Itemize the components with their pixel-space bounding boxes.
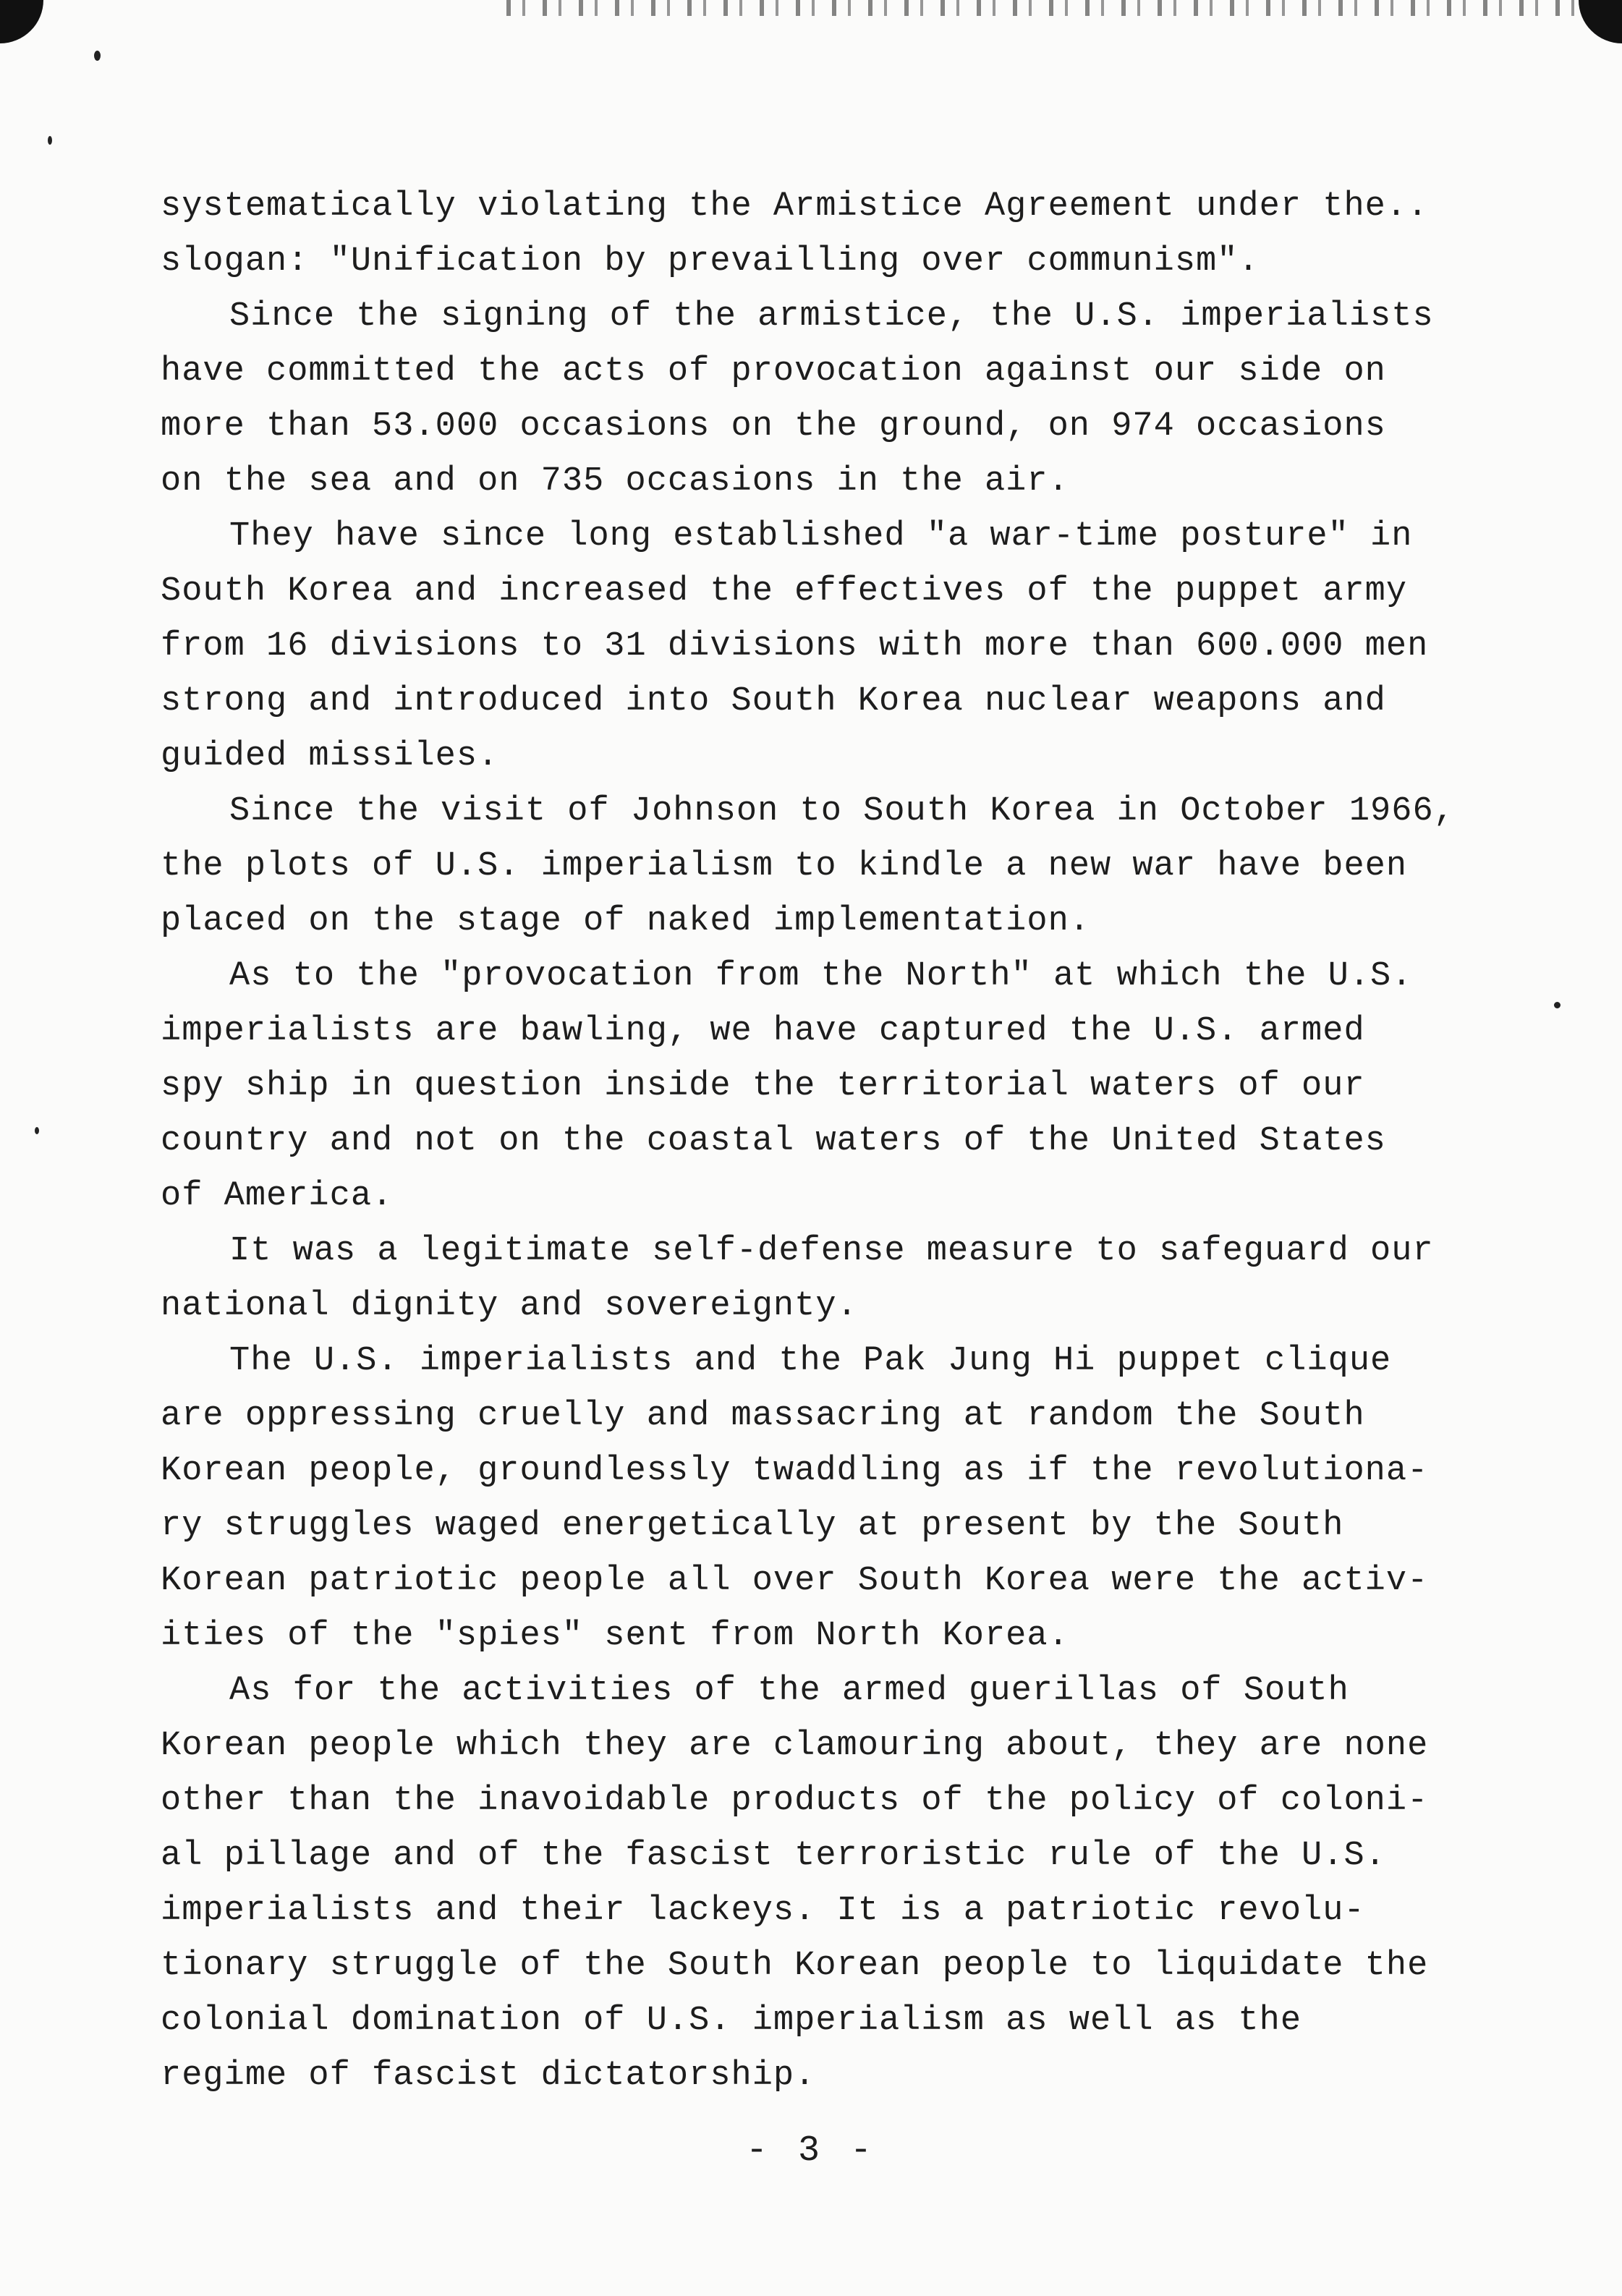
- text-line: more than 53.000 occasions on the ground, on 974 occasions: [161, 407, 1386, 446]
- scan-corner-right: [1579, 0, 1622, 43]
- page-number: - 3 -: [745, 2130, 877, 2172]
- text-line: They have since long established "a war-time posture" in: [229, 517, 1413, 556]
- text-line: spy ship in question inside the territorial waters of our: [161, 1067, 1365, 1105]
- text-line: Since the visit of Johnson to South Korea in October 1966,: [229, 792, 1455, 830]
- body-text: [161, 179, 1521, 2104]
- text-line: of America.: [161, 1177, 394, 1215]
- text-line: strong and introduced into South Korea nuclear weapons and: [161, 682, 1386, 720]
- text-line: Korean people, groundlessly twaddling as if the revolutiona-: [161, 1452, 1429, 1490]
- text-line: South Korea and increased the effectives of the puppet army: [161, 572, 1408, 611]
- paragraph: [161, 949, 1521, 1224]
- text-line: the plots of U.S. imperialism to kindle a new war have been: [161, 847, 1408, 885]
- scan-top-edge: [506, 0, 1592, 16]
- paragraph: [161, 1224, 1521, 1334]
- text-line: Korean patriotic people all over South Korea were the activ-: [161, 1562, 1429, 1600]
- scan-speck: [94, 51, 101, 61]
- text-line: As for the activities of the armed guerillas of South: [229, 1672, 1349, 1710]
- text-line: The U.S. imperialists and the Pak Jung Hi puppet clique: [229, 1342, 1392, 1380]
- text-line: ities of the "spies" sent from North Korea.: [161, 1617, 1069, 1655]
- text-line: are oppressing cruelly and massacring at random the South: [161, 1397, 1365, 1435]
- text-line: have committed the acts of provocation against our side on: [161, 352, 1386, 391]
- paragraph: [161, 1664, 1521, 2104]
- text-line: slogan: "Unification by prevailling over communism".: [161, 242, 1260, 281]
- text-line: on the sea and on 735 occasions in the air.: [161, 462, 1069, 501]
- text-line: ry struggles waged energetically at present by the South: [161, 1507, 1344, 1545]
- text-line: placed on the stage of naked implementation.: [161, 902, 1091, 940]
- text-line: colonial domination of U.S. imperialism as well as the: [161, 2002, 1302, 2040]
- text-line: Korean people which they are clamouring about, they are none: [161, 1727, 1429, 1765]
- text-line: country and not on the coastal waters of the United States: [161, 1122, 1386, 1160]
- text-line: imperialists and their lackeys. It is a patriotic revolu-: [161, 1892, 1365, 1930]
- scan-speck: [1554, 1002, 1561, 1008]
- text-line: guided missiles.: [161, 737, 499, 775]
- text-line: other than the inavoidable products of the policy of coloni-: [161, 1782, 1429, 1820]
- scan-speck: [48, 136, 52, 145]
- paragraph: [161, 289, 1521, 509]
- text-line: As to the "provocation from the North" at which the U.S.: [229, 957, 1413, 995]
- text-line: al pillage and of the fascist terroristic rule of the U.S.: [161, 1837, 1386, 1875]
- scan-speck: [35, 1127, 39, 1134]
- text-line: systematically violating the Armistice Agreement under the..: [161, 187, 1429, 226]
- paragraph: [161, 1334, 1521, 1664]
- text-line: tionary struggle of the South Korean people to liquidate the: [161, 1947, 1429, 1985]
- paragraph: [161, 784, 1521, 949]
- scan-corner-left: [0, 0, 43, 43]
- text-line: national dignity and sovereignty.: [161, 1287, 858, 1325]
- paragraph: [161, 509, 1521, 784]
- paragraph: [161, 179, 1521, 289]
- text-line: imperialists are bawling, we have captured the U.S. armed: [161, 1012, 1365, 1050]
- text-line: regime of fascist dictatorship.: [161, 2057, 816, 2095]
- text-line: It was a legitimate self-defense measure to safeguard our: [229, 1232, 1434, 1270]
- text-line: from 16 divisions to 31 divisions with more than 600.000 men: [161, 627, 1429, 666]
- text-line: Since the signing of the armistice, the U.S. imperialists: [229, 297, 1434, 336]
